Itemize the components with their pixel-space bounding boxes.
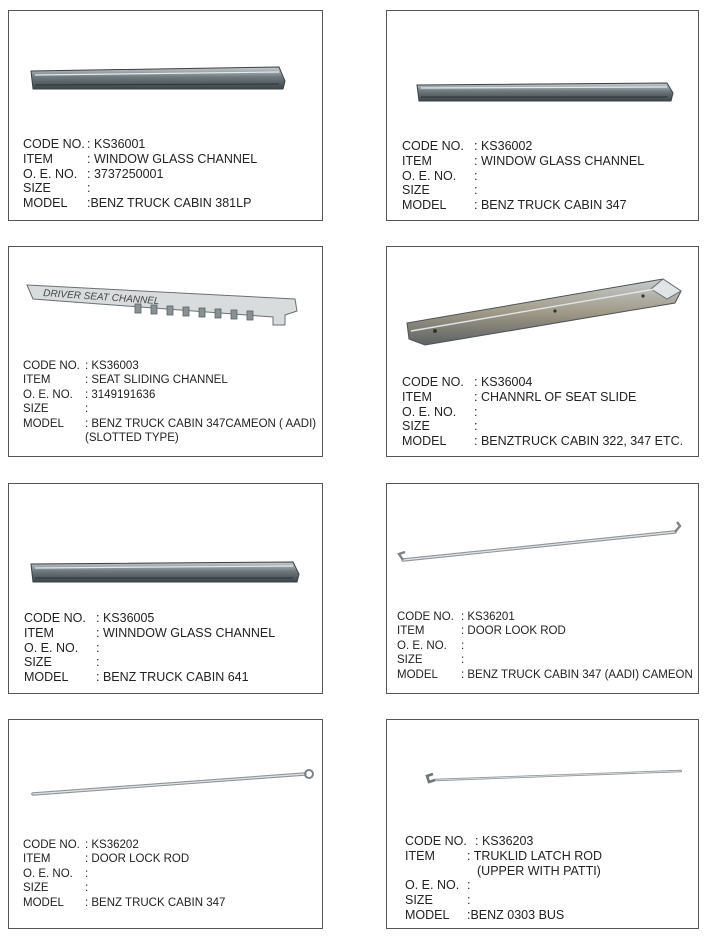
oe-label: O. E. NO. [402, 404, 457, 419]
code-label: CODE NO. [23, 839, 80, 851]
product-card-ks36001 [8, 10, 323, 221]
code-value: : KS36005 [96, 611, 155, 625]
item-value: : WINDOW GLASS CHANNEL [87, 151, 258, 166]
window-glass-channel-image [415, 77, 675, 105]
door-lock-rod-image [395, 520, 691, 570]
code-value: : KS36202 [85, 839, 139, 851]
size-value: : [474, 419, 478, 434]
oe-value: : [467, 878, 471, 893]
item-value: : DOOR LOCK ROD [85, 853, 190, 866]
item-label: ITEM [24, 625, 54, 640]
oe-value: : [474, 404, 478, 419]
code-value: : KS36001 [87, 137, 146, 151]
code-label: CODE NO. [402, 139, 464, 153]
code-value: : KS36203 [475, 834, 534, 848]
model-label: MODEL [402, 198, 447, 213]
item-value: : WINDOW GLASS CHANNEL [474, 153, 645, 168]
model-label: MODEL [23, 417, 64, 430]
model-value: :BENZ TRUCK CABIN 381LP [87, 196, 252, 211]
model-value: : BENZ TRUCK CABIN 641 [96, 670, 249, 685]
oe-value: : [96, 640, 100, 655]
size-label: SIZE [402, 183, 430, 198]
model-value: : BENZ TRUCK CABIN 347 [474, 198, 627, 213]
size-label: SIZE [23, 403, 49, 416]
size-value: : [474, 183, 478, 198]
model-value: : BENZ TRUCK CABIN 347 (AADI) CAMEON [461, 668, 693, 681]
code-label: CODE NO. [24, 611, 86, 625]
model-label: MODEL [23, 196, 68, 211]
item-value: : DOOR LOOK ROD [461, 625, 566, 638]
model-value: : BENZTRUCK CABIN 322, 347 ETC. [474, 434, 684, 449]
product-card-ks36003 [8, 246, 323, 457]
item-label: ITEM [23, 151, 53, 166]
oe-value: : 3737250001 [87, 166, 164, 181]
size-label: SIZE [402, 419, 430, 434]
item-label: ITEM [23, 853, 51, 866]
oe-label: O. E. NO. [23, 388, 73, 401]
code-label: CODE NO. [23, 137, 85, 151]
item-value: : SEAT SLIDING CHANNEL [85, 374, 228, 387]
oe-label: O. E. NO. [23, 867, 73, 880]
item-value: : TRUKLID LATCH ROD [467, 848, 602, 863]
model-label: MODEL [23, 896, 64, 909]
code-value: : KS36002 [474, 139, 533, 153]
model-label: MODEL [397, 668, 438, 681]
model-value: : BENZ TRUCK CABIN 347CAMEON ( AADI) [85, 417, 317, 430]
model-value: :BENZ 0303 BUS [467, 907, 565, 922]
model-label: MODEL [405, 907, 450, 922]
product-card-ks36004 [386, 246, 699, 457]
model-label: MODEL [402, 434, 447, 449]
size-value: : [85, 882, 89, 895]
product-card-ks36201 [386, 483, 699, 694]
oe-value: : [461, 639, 465, 652]
code-label: CODE NO. [405, 834, 467, 848]
size-label: SIZE [405, 893, 433, 908]
oe-value: : [85, 867, 89, 880]
latch-rod-image [421, 762, 687, 788]
seat-sliding-channel-image [23, 277, 303, 333]
code-value: : KS36004 [474, 375, 533, 389]
code-label: CODE NO. [397, 611, 454, 623]
oe-label: O. E. NO. [402, 168, 457, 183]
item-label: ITEM [405, 848, 435, 863]
model-label: MODEL [24, 670, 69, 685]
product-card-ks36203 [386, 719, 699, 929]
size-value: : [85, 403, 89, 416]
oe-value: : [474, 168, 478, 183]
product-engraving: DRIVER SEAT CHANNEL [42, 288, 160, 308]
window-glass-channel-image [29, 63, 287, 93]
size-value: : [87, 181, 91, 196]
size-label: SIZE [23, 882, 49, 895]
item-label: ITEM [397, 625, 425, 638]
item-label: ITEM [402, 153, 432, 168]
item-label: ITEM [23, 374, 51, 387]
code-value: : KS36003 [85, 360, 139, 372]
product-card-ks36005 [8, 483, 323, 694]
product-card-ks36202 [8, 719, 323, 929]
code-label: CODE NO. [23, 360, 80, 372]
item-value: : CHANNRL OF SEAT SLIDE [474, 389, 637, 404]
seat-slide-channel-image [405, 265, 685, 347]
code-value: : KS36201 [461, 611, 515, 623]
model-value-continued: (SLOTTED TYPE) [85, 432, 179, 445]
item-value-continued: (UPPER WITH PATTI) [477, 863, 601, 878]
oe-label: O. E. NO. [397, 639, 447, 652]
size-label: SIZE [24, 655, 52, 670]
item-label: ITEM [402, 389, 432, 404]
size-value: : [461, 654, 465, 667]
size-label: SIZE [397, 654, 423, 667]
product-card-ks36002 [386, 10, 699, 221]
size-value: : [467, 893, 471, 908]
window-glass-channel-image [29, 556, 301, 586]
size-label: SIZE [23, 181, 51, 196]
size-value: : [96, 655, 100, 670]
item-value: : WINNDOW GLASS CHANNEL [96, 625, 276, 640]
oe-label: O. E. NO. [405, 878, 460, 893]
oe-label: O. E. NO. [23, 166, 78, 181]
oe-label: O. E. NO. [24, 640, 79, 655]
oe-value: : 3149191636 [85, 388, 156, 401]
model-value: : BENZ TRUCK CABIN 347 [85, 896, 226, 909]
door-lock-rod-image [29, 766, 319, 800]
code-label: CODE NO. [402, 375, 464, 389]
